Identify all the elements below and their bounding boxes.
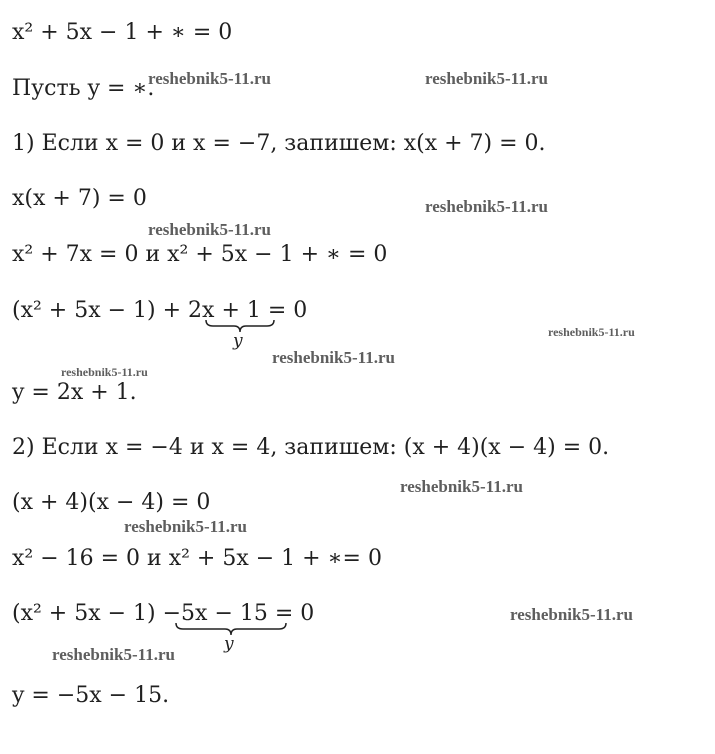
watermark: reshebnik5-11.ru	[425, 69, 548, 88]
watermark: reshebnik5-11.ru	[124, 517, 247, 536]
equation-line-10: x² − 16 = 0 и x² + 5x − 1 + ∗= 0	[12, 546, 382, 571]
equation-line-11: (x² + 5x − 1) −5x − 15 = 0	[12, 601, 315, 626]
watermark: reshebnik5-11.ru	[148, 69, 271, 88]
equation-line-2: Пусть y = ∗.	[12, 76, 155, 101]
underbrace-label-2: y	[224, 634, 234, 654]
equation-line-3: 1) Если x = 0 и x = −7, запишем: x(x + 7) = 0.	[12, 131, 546, 156]
equation-line-9: (x + 4)(x − 4) = 0	[12, 490, 211, 515]
watermark: reshebnik5-11.ru	[425, 197, 548, 216]
equation-line-1: x² + 5x − 1 + ∗ = 0	[12, 20, 233, 45]
underbrace-label-1: y	[233, 331, 243, 351]
watermark: reshebnik5-11.ru	[548, 325, 635, 339]
equation-line-7: y = 2x + 1.	[12, 380, 137, 405]
watermark: reshebnik5-11.ru	[61, 365, 148, 379]
equation-line-4: x(x + 7) = 0	[12, 186, 147, 211]
equation-line-6: (x² + 5x − 1) + 2x + 1 = 0	[12, 298, 308, 323]
equation-line-5: x² + 7x = 0 и x² + 5x − 1 + ∗ = 0	[12, 242, 388, 267]
watermark: reshebnik5-11.ru	[148, 220, 271, 239]
watermark: reshebnik5-11.ru	[52, 645, 175, 664]
watermark: reshebnik5-11.ru	[272, 348, 395, 367]
watermark: reshebnik5-11.ru	[510, 605, 633, 624]
watermark: reshebnik5-11.ru	[400, 477, 523, 496]
equation-line-12: y = −5x − 15.	[12, 683, 170, 708]
equation-line-8: 2) Если x = −4 и x = 4, запишем: (x + 4)(x − 4) = 0.	[12, 435, 610, 460]
